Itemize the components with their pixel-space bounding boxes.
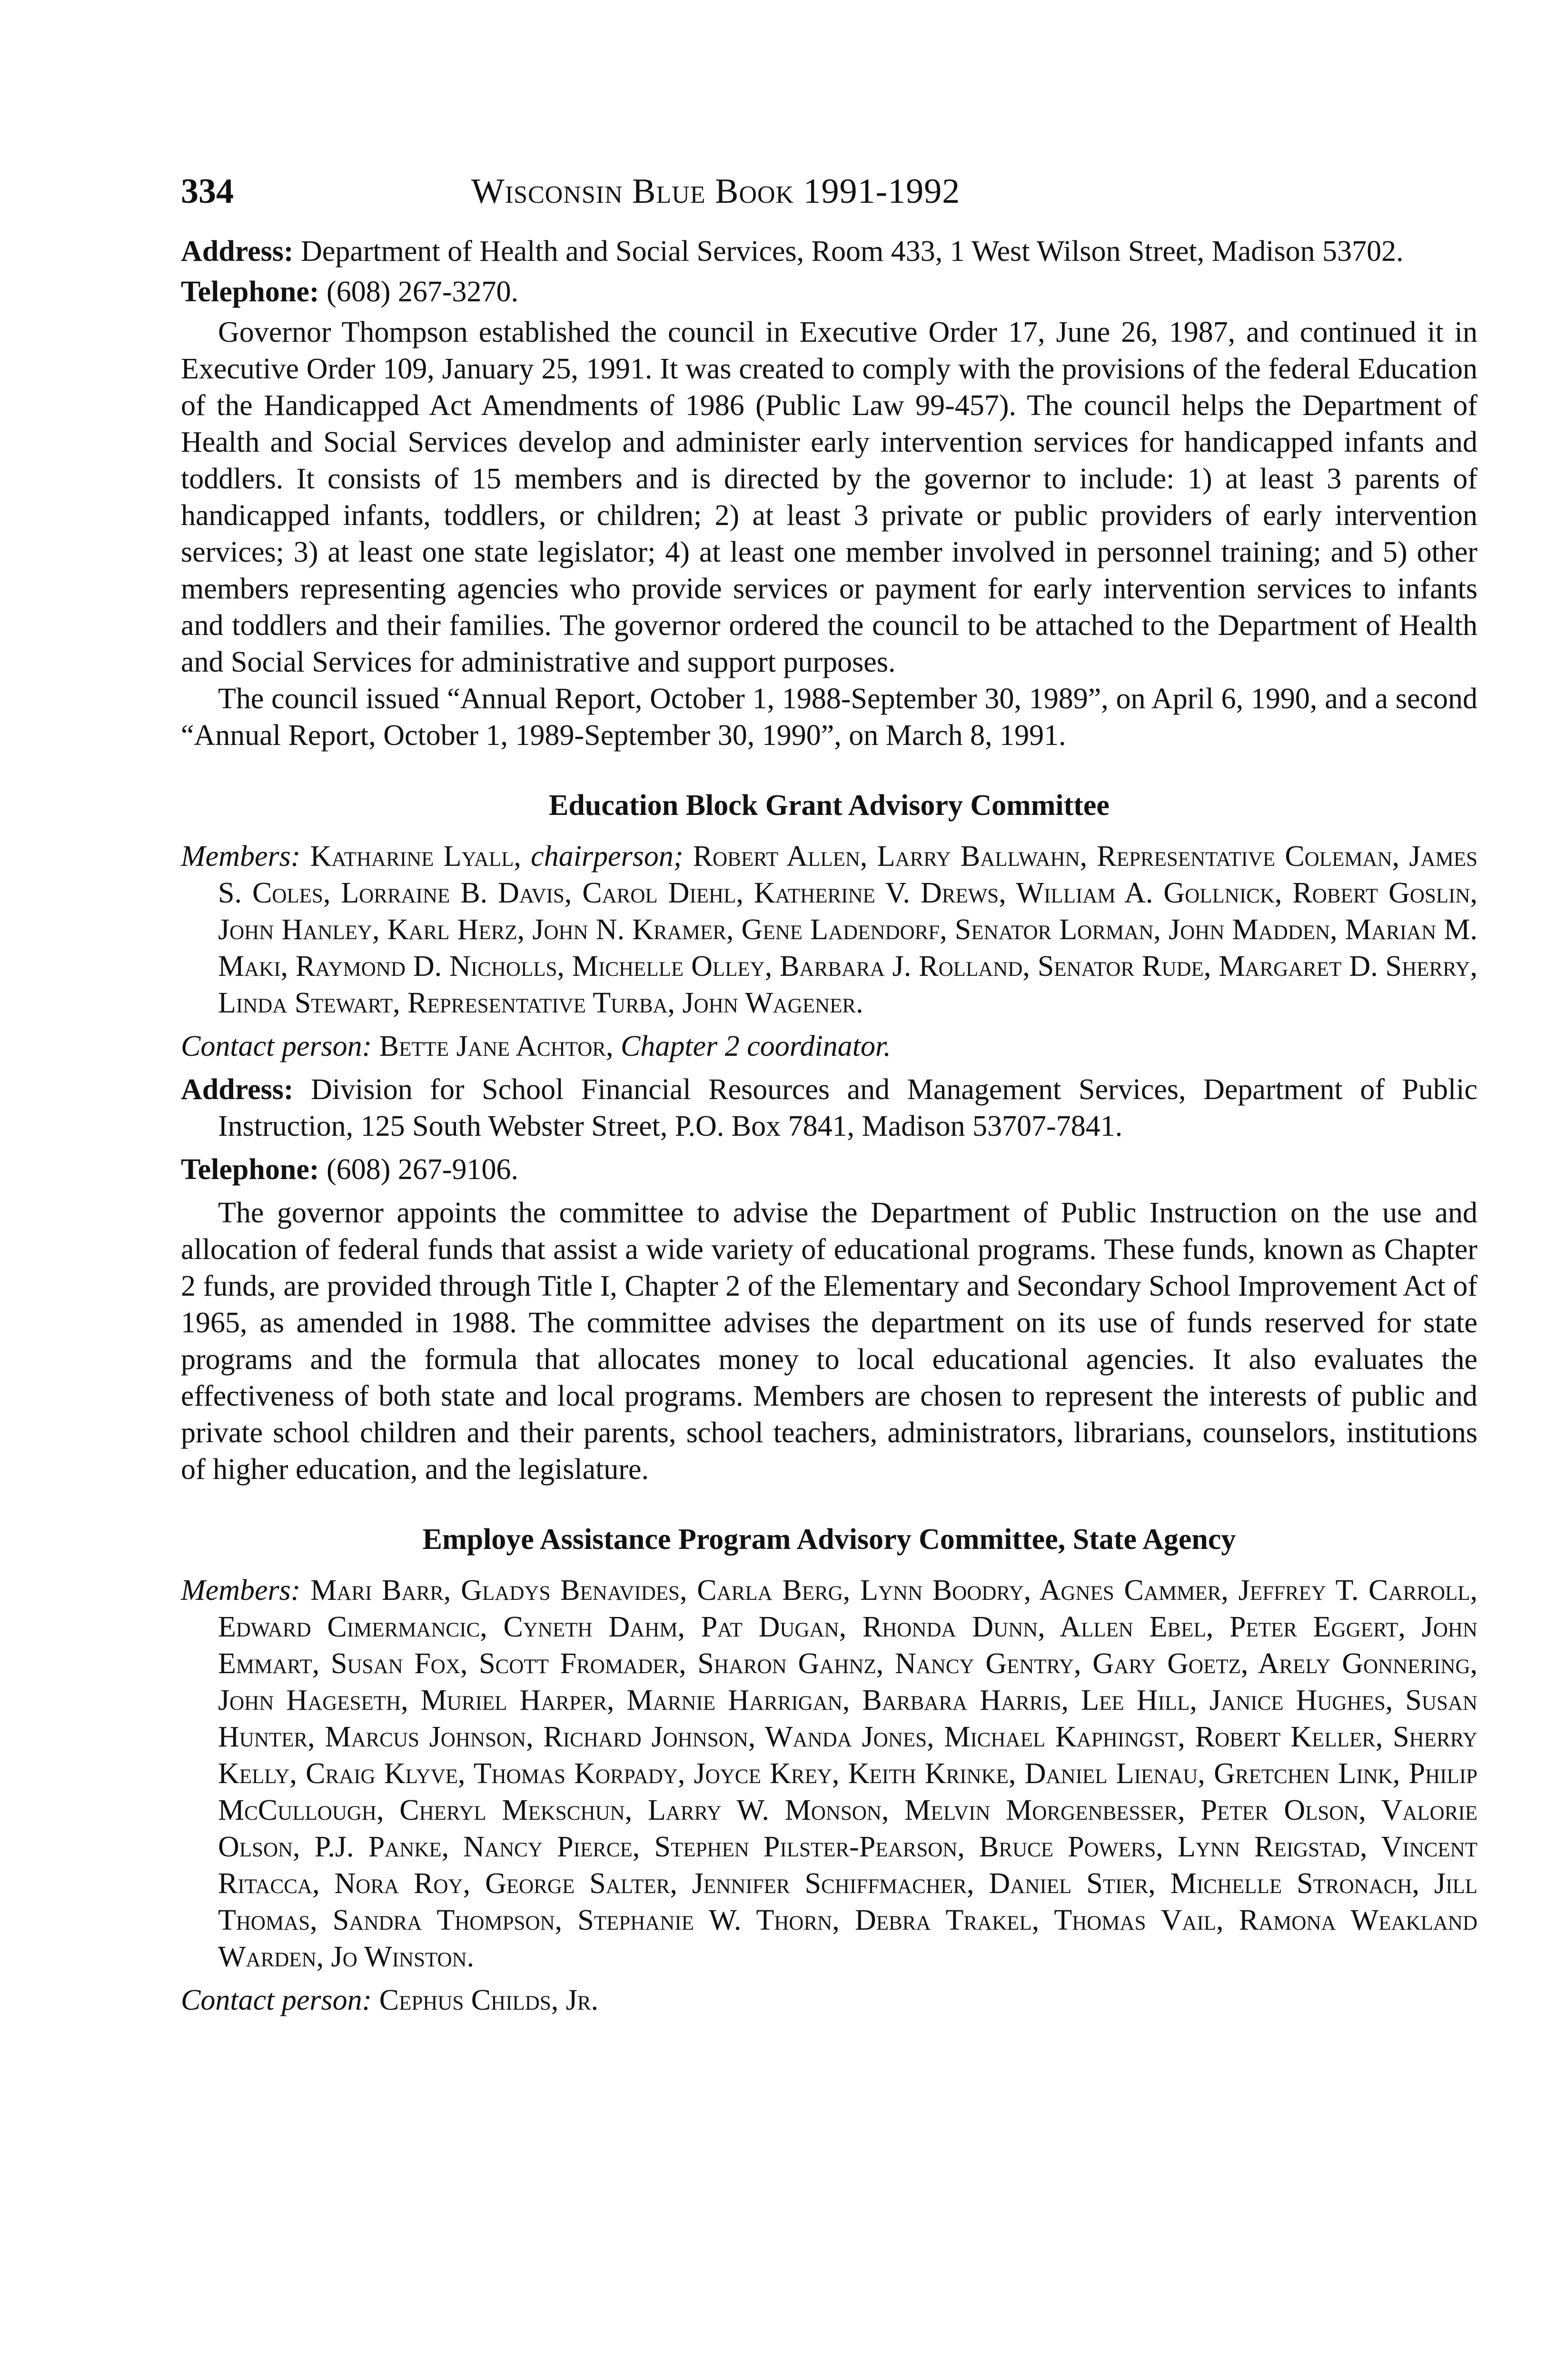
council-reports: The council issued “Annual Report, October 1, 1988-September 30, 1989”, on April 6, 1990, and a second “Annual Report, October 1, 1989-September 30, 1990”, on March 8, 1991. bbox=[181, 683, 1477, 752]
telephone-label: Telephone: bbox=[181, 1153, 319, 1186]
members-list: Robert Allen, Larry Ballwahn, Representative Coleman, James S. Coles, Lorraine B. Davis, Carol Diehl, Katherine V. Drews, William A. Gollnick, Robert Goslin, John Hanley, Karl Herz, John N. Kramer, Gene Ladendorf, Senator Lorman, John Madden, Marian M. Maki, Raymond D. Nicholls, Michelle Olley, Barbara J. Rolland, Senator Rude, Margaret D. Sherry, Linda Stewart, Representative Turba, John Wagener. bbox=[218, 840, 1478, 1019]
chair-role: chairperson; bbox=[531, 840, 684, 873]
address-text: Division for School Financial Resources and Management Services, Department of Public Instruction, 125 South Webster Street, P.O. Box 7841, Madison 53707-7841. bbox=[218, 1073, 1477, 1142]
document-page bbox=[181, 171, 1477, 2019]
members-label: Members: bbox=[181, 840, 301, 873]
members-list: Mari Barr, Gladys Benavides, Carla Berg, Lynn Boodry, Agnes Cammer, Jeffrey T. Carroll, Edward Cimermancic, Cyneth Dahm, Pat Dugan, Rhonda Dunn, Allen Ebel, Peter Eggert, John Emmart, Susan Fox, Scott Fromader, Sharon Gahnz, Nancy Gentry, Gary Goetz, Arely Gonnering, John Hageseth, Muriel Harper, Marnie Harrigan, Barbara Harris, Lee Hill, Janice Hughes, Susan Hunter, Marcus Johnson, Richard Johnson, Wanda Jones, Michael Kaphingst, Robert Keller, Sherry Kelly, Craig Klyve, Thomas Korpady, Joyce Krey, Keith Krinke, Daniel Lienau, Gretchen Link, Philip McCullough, Cheryl Mekschun, Larry W. Monson, Melvin Morgenbesser, Peter Olson, Valorie Olson, P.J. Panke, Nancy Pierce, Stephen Pilster-Pearson, Bruce Powers, Lynn Reigstad, Vincent Ritacca, Nora Roy, George Salter, Jennifer Schiffmacher, Daniel Stier, Michelle Stronach, Jill Thomas, Sandra Thompson, Stephanie W. Thorn, Debra Trakel, Thomas Vail, Ramona Weakland Warden, Jo Winston. bbox=[218, 1574, 1478, 1973]
address-label: Address: bbox=[181, 235, 294, 268]
education-members bbox=[181, 838, 1477, 1021]
section-heading-education-block-grant: Education Block Grant Advisory Committee bbox=[549, 789, 1110, 822]
telephone-text: (608) 267-9106. bbox=[327, 1153, 518, 1186]
education-description: The governor appoints the committee to advise the Department of Public Instruction on the use and allocation of federal funds that assist a wide variety of educational programs. These funds, known as Chapter 2 funds, are provided through Title I, Chapter 2 of the Elementary and Secondary School Improvement Act of 1965, as amended in 1988. The committee advises the department on its use of funds reserved for state programs and the formula that allocates money to local educational agencies. It also evaluates the effectiveness of both state and local programs. Members are chosen to represent the interests of public and private school children and their parents, school teachers, administrators, librarians, counselors, institutions of higher education, and the legislature. bbox=[181, 1197, 1477, 1486]
education-contact bbox=[181, 1028, 1477, 1065]
education-address bbox=[181, 1071, 1477, 1145]
contact-label: Contact person: bbox=[181, 1984, 372, 2016]
contact-role: Chapter 2 coordinator. bbox=[620, 1030, 891, 1062]
section-heading-employe-assistance: Employe Assistance Program Advisory Committee, State Agency bbox=[422, 1523, 1236, 1556]
page-number: 334 bbox=[181, 172, 234, 211]
council-description: Governor Thompson established the council in Executive Order 17, June 26, 1987, and continued it in Executive Order 109, January 25, 1991. It was created to comply with the provisions of the federal Education of the Handicapped Act Amendments of 1986 (Public Law 99-457). The council helps the Department of Health and Social Services develop and administer early intervention services for handicapped infants and toddlers. It consists of 15 members and is directed by the governor to include: 1) at least 3 parents of handicapped infants, toddlers, or children; 2) at least 3 private or public providers of early intervention services; 3) at least one state legislator; 4) at least one member involved in personnel training; and 5) other members representing agencies who provide services or payment for early intervention services to infants and toddlers and their families. The governor ordered the council to be attached to the Department of Health and Social Services for administrative and support purposes. bbox=[181, 316, 1477, 678]
page-header bbox=[181, 171, 1477, 219]
telephone-text: (608) 267-3270. bbox=[327, 276, 518, 308]
council-telephone bbox=[181, 274, 1477, 310]
contact-label: Contact person: bbox=[181, 1030, 372, 1062]
chair-name: Katharine Lyall, bbox=[310, 840, 521, 873]
contact-name: Bette Jane Achtor, bbox=[379, 1030, 614, 1062]
contact-name: Cephus Childs, Jr. bbox=[379, 1984, 599, 2016]
members-label: Members: bbox=[181, 1574, 301, 1606]
address-text: Department of Health and Social Services, Room 433, 1 West Wilson Street, Madison 53702. bbox=[301, 235, 1404, 268]
running-title: Wisconsin Blue Book 1991-1992 bbox=[471, 172, 961, 211]
employe-contact bbox=[181, 1982, 1477, 2019]
council-address bbox=[181, 233, 1477, 270]
education-telephone bbox=[181, 1151, 1477, 1188]
address-label: Address: bbox=[181, 1073, 294, 1106]
telephone-label: Telephone: bbox=[181, 276, 319, 308]
employe-members bbox=[181, 1572, 1477, 1975]
